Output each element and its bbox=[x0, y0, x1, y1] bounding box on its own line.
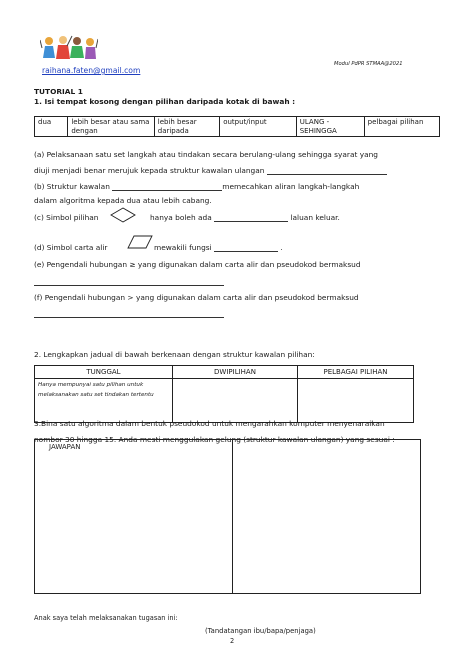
blank-e[interactable] bbox=[34, 279, 224, 286]
footer-statement: Anak saya telah melaksanakan tugasan ini: bbox=[34, 614, 178, 622]
item-b-text: (b) Struktur kawalan bbox=[34, 182, 110, 191]
item-e-line1: (e) Pengendali hubungan ≥ yang digunakan dalam carta alir dan pseudokod bermaksud bbox=[34, 260, 361, 269]
item-f-line1: (f) Pengendali hubungan > yang digunakan dalam carta alir dan pseudokod bermaksud bbox=[34, 293, 359, 302]
item-c-text: (c) Simbol pilihan bbox=[34, 213, 99, 222]
blank-c[interactable] bbox=[214, 215, 288, 222]
email-link[interactable]: raihana.faten@gmail.com bbox=[42, 66, 141, 75]
dwipilihan-cell[interactable] bbox=[173, 379, 298, 423]
item-a-text: diuji menjadi benar merujuk kepada struktur kawalan ulangan bbox=[34, 166, 265, 175]
selection-body-row bbox=[35, 379, 414, 423]
item-b-line1 bbox=[34, 182, 359, 191]
module-label: Modul PdPR STMAA@2021 bbox=[334, 61, 403, 67]
option-cell: lebih besar atau sama dengan bbox=[68, 117, 154, 137]
item-b-line2: dalam algoritma kepada dua atau lebih cabang. bbox=[34, 196, 212, 205]
q2-heading: 2. Lengkapkan jadual di bawah berkenaan dengan struktur kawalan pilihan: bbox=[34, 350, 315, 359]
item-c-text2: hanya boleh ada bbox=[150, 213, 212, 222]
col-header: PELBAGAI PILIHAN bbox=[298, 366, 414, 379]
signature-label: (Tandatangan ibu/bapa/penjaga) bbox=[205, 627, 316, 635]
page-number: 2 bbox=[230, 637, 235, 645]
answer-divider bbox=[232, 440, 233, 593]
blank-b[interactable] bbox=[112, 184, 222, 191]
selection-table bbox=[34, 365, 414, 423]
tutorial-title: TUTORIAL 1 bbox=[34, 87, 83, 96]
item-d-line bbox=[34, 243, 107, 252]
answer-label: JAWAPAN bbox=[49, 443, 81, 451]
options-row bbox=[35, 117, 440, 137]
pelbagai-cell[interactable] bbox=[298, 379, 414, 423]
answer-box[interactable] bbox=[34, 439, 421, 594]
item-c-line bbox=[34, 213, 99, 222]
logo-kids-icon bbox=[40, 34, 98, 66]
q3-line2: nombor 30 hingga 15. Anda mesti menggulakan gelung (struktur kawalan ulangan) yang sesuai : bbox=[34, 435, 395, 444]
q3-line1: 3.Bina satu algoritma dalam bentuk pseudokod untuk mengarahkan komputer menyenaraikan bbox=[34, 419, 385, 428]
item-c-rest bbox=[150, 213, 340, 222]
tunggal-cell: Hanya mempunyai satu pilihan untuk melaksanakan satu set tindakan tertentu bbox=[35, 379, 173, 423]
item-a-line1: (a) Pelaksanaan satu set langkah atau tindakan secara berulang-ulang sehingga syarat yang bbox=[34, 150, 378, 159]
item-d-text2: mewakili fungsi bbox=[154, 243, 212, 252]
blank-d[interactable] bbox=[214, 245, 278, 252]
item-a-line2 bbox=[34, 166, 387, 175]
blank-f[interactable] bbox=[34, 311, 224, 318]
col-header: TUNGGAL bbox=[35, 366, 173, 379]
option-cell: ULANG - SEHINGGA bbox=[296, 117, 364, 137]
item-b-text2: memecahkan aliran langkah-langkah bbox=[222, 182, 360, 191]
option-cell: dua bbox=[35, 117, 68, 137]
item-d-text: (d) Simbol carta alir bbox=[34, 243, 108, 252]
q1-heading: 1. Isi tempat kosong dengan pilihan daripada kotak di bawah : bbox=[34, 97, 296, 106]
parallelogram-icon bbox=[127, 234, 153, 254]
item-d-rest: mewakili fungsi . bbox=[154, 243, 283, 252]
options-table bbox=[34, 116, 440, 137]
option-cell: pelbagai pilihan bbox=[364, 117, 439, 137]
option-cell: lebih besar daripada bbox=[154, 117, 219, 137]
option-cell: output/input bbox=[220, 117, 297, 137]
col-header: DWIPILIHAN bbox=[173, 366, 298, 379]
selection-header-row bbox=[35, 366, 414, 379]
decision-diamond-icon bbox=[110, 207, 136, 227]
item-c-text3: laluan keluar. bbox=[290, 213, 340, 222]
blank-a[interactable] bbox=[267, 168, 387, 175]
